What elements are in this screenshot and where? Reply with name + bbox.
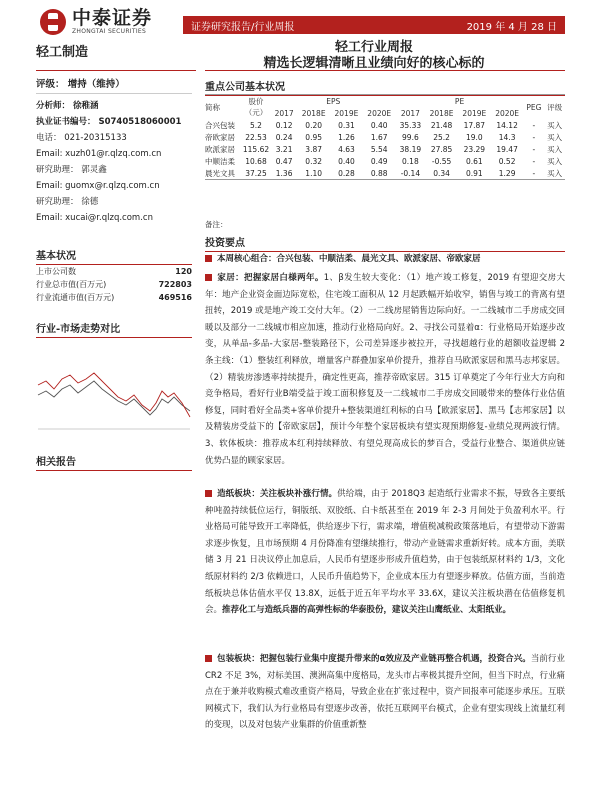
basic-info-heading: 基本状况 — [36, 247, 192, 265]
company-name: 晨光文具 — [205, 167, 241, 180]
table-cell: 0.95 — [305, 132, 322, 142]
table-cell: 5.2 — [250, 120, 262, 130]
analyst-info — [36, 76, 192, 226]
phone: 电话： 021-20315133 — [36, 133, 127, 143]
basic-key: 上市公司数 — [36, 267, 76, 276]
market-line — [38, 381, 190, 415]
table-note: 备注： — [205, 220, 228, 229]
table-cell: 0.32 — [305, 156, 322, 166]
table-cell: 买入 — [547, 144, 563, 154]
table-cell: - — [532, 120, 536, 130]
table-cell: 21.48 — [430, 120, 453, 130]
table-header-row — [205, 95, 565, 108]
logo-en: ZHONGTAI SECURITIES — [72, 28, 147, 35]
year: 2018E — [429, 108, 454, 118]
table-cell: 3.21 — [275, 144, 293, 154]
table-cell: 买入 — [547, 132, 563, 142]
table-cell: 99.6 — [402, 132, 419, 142]
col-price: 股价（元） — [241, 95, 271, 120]
col-peg: PEG — [524, 95, 545, 120]
email-3[interactable]: Email: xucai@r.qlzq.com.cn — [36, 213, 153, 223]
year: 2019E — [334, 108, 359, 118]
table-cell: - — [532, 144, 536, 154]
table-cell: 0.88 — [363, 167, 396, 180]
industry-vs-market-chart — [36, 345, 192, 435]
divider-right — [205, 70, 565, 71]
table-cell: 37.25 — [241, 167, 271, 180]
industry-line — [38, 373, 190, 417]
basic-row — [36, 278, 192, 291]
home-lead: 家居：把握家居白様两年。 — [217, 273, 324, 283]
table-cell: 0.40 — [370, 120, 388, 130]
table-cell: 0.61 — [465, 156, 483, 166]
table-cell: 1.67 — [370, 132, 388, 142]
table-cell: 0.24 — [275, 132, 293, 142]
basic-value: 120 — [175, 267, 192, 276]
report-type-bar — [183, 16, 565, 34]
report-title: 轻工行业周报 — [334, 40, 413, 55]
table-cell: 买入 — [544, 167, 565, 180]
table-cell: 0.34 — [425, 167, 458, 180]
bullet-icon — [205, 490, 212, 497]
table-cell: -0.55 — [431, 156, 452, 166]
license: 执业证书编号： S0740518060001 — [36, 117, 182, 127]
table-cell: 0.12 — [275, 120, 293, 130]
packaging-text: 当前行业 CR2 不足 3%，对标美国、澳洲高集中度格局，龙头市占率极其提升空间，但当下时点，行业痛点在于兼并收购模式难改重资产格局，导致企业在扩张过程中，资产回报率可能逐步承压。互联网模式下，我们认为行业格局有望逐步改善，依托互联网平台模式，企业有望实现线上流量红利的变现，以及对包装产业集群的价值重新整 — [205, 654, 565, 731]
basic-key: 行业总市值(百万元) — [36, 280, 107, 289]
trend-heading: 行业-市场走势对比 — [36, 320, 192, 338]
year: 2018E — [301, 108, 326, 118]
col-eps: EPS — [271, 95, 396, 108]
table-row — [205, 155, 565, 167]
table-row — [205, 143, 565, 155]
table-cell: 0.49 — [370, 156, 388, 166]
email-1[interactable]: Email: xuzh01@r.qlzq.com.cn — [36, 149, 162, 159]
table-cell: 1.36 — [271, 167, 297, 180]
table-cell: 14.3 — [498, 132, 516, 142]
basic-key: 行业流通市值(百万元) — [36, 293, 115, 302]
key-companies-table — [205, 94, 565, 180]
table-cell: 5.54 — [370, 144, 388, 154]
para-core-portfolio — [205, 251, 565, 268]
table-cell: 1.10 — [297, 167, 330, 180]
paper-tail: 推荐化工与造纸兵器的高弹性标的华泰股份，建议关注山鹰纸业、太阳纸业。 — [222, 605, 512, 616]
table-row — [205, 119, 565, 131]
company-name: 合兴包装 — [205, 120, 235, 130]
table-cell: -0.14 — [396, 167, 426, 180]
basic-info — [36, 265, 192, 304]
logo-mark-icon — [40, 9, 66, 35]
table-cell: 115.62 — [242, 144, 270, 154]
bullet-icon — [205, 274, 212, 281]
basic-row — [36, 265, 192, 278]
table-cell: 0.20 — [305, 120, 322, 130]
basic-value: 722803 — [158, 280, 192, 289]
basic-row — [36, 291, 192, 304]
logo-cn: 中泰证券 — [72, 7, 153, 29]
email-2[interactable]: Email: guomx@r.qlzq.com.cn — [36, 181, 160, 191]
home-text: 1、β发生较大变化：（1）地产竣工修复，2019 有望迎交房大年：地产企业资金面边际宽松，住宅竣工面积从 12 月起跌幅开始收窄，销售与竣工的背离有望扭转，2019 或是地产竣工交付大年。（2）一二线房屋销售边际向好。一二线城市二手房成交回暖以及部分一二线城市相应加速，推动行业格局向好。2、寻找公司显着α：行业格局开始逐步改变，从单品-多品-大家居-整装路径下，公司差异逐步被拉开，寻找超越行业的超额收益逻辑 2 条主线：（1）整装红利释放，增量客户群叠加家单价提升，推荐自马欧派家居和黑马志邦家居。（2）精装房渗透率持续提升，确定性更高，推荐帝欧家居。315 订单奠定了今年行业大方向和竞争格局，看好行业B端受益于竣工面积修复及一二线城市二手房成交回暖带来的整体行业估值修复，同时看好全品类+客单价提升+整装渠道红利标的白马【欧派家居】、黑马【志邦家居】以及精装房受益下的【帝欧家居】，预计今年整个家居板块有望实现预期修复-业绩兑现两波行情。3、软体板块：推荐成本红利持续释放、有望兑现高成长的梦百合，受益行业整合、渠道供应链优势凸显的顾家家居。 — [205, 273, 565, 466]
table-cell: 0.40 — [338, 156, 355, 166]
table-cell: 0.91 — [458, 167, 491, 180]
investment-points-heading: 投资要点 — [205, 234, 565, 252]
company-logo — [40, 8, 152, 35]
report-type: 证券研究报告/行业周报 — [191, 22, 295, 33]
bullet-icon — [205, 255, 212, 262]
para-paper — [205, 486, 565, 619]
table-cell: 38.19 — [399, 144, 422, 154]
year: 2017 — [274, 108, 294, 118]
table-cell: 0.28 — [330, 167, 363, 180]
basic-value: 469516 — [158, 293, 192, 302]
table-cell: 3.87 — [305, 144, 322, 154]
para-packaging — [205, 651, 565, 734]
para-home — [205, 270, 565, 469]
col-name: 简称 — [205, 95, 241, 120]
table-cell: - — [524, 167, 545, 180]
table-cell: 买入 — [547, 120, 563, 130]
table-cell: 1.29 — [491, 167, 524, 180]
bullet-icon — [205, 655, 212, 662]
report-date: 2019 年 4 月 28 日 — [466, 22, 557, 33]
table-cell: 19.47 — [496, 144, 518, 154]
col-rating: 评级 — [544, 95, 565, 120]
table-cell: 27.85 — [430, 144, 453, 154]
table-cell: 17.87 — [463, 120, 486, 130]
table-cell: 0.47 — [275, 156, 293, 166]
table-row — [205, 167, 565, 180]
sector-name: 轻工制造 — [36, 45, 89, 60]
rating: 评级： 增持（维持） — [36, 76, 192, 94]
year: 2020E — [495, 108, 520, 118]
table-cell: 0.52 — [498, 156, 516, 166]
paper-text: 供给端，由于 2018Q3 起造纸行业需求不振，导致各主要纸种吨盈持续低位运行，铜版纸、双胶纸、白卡纸甚至在 2019 年 2-3 月间处于负盈利水平。行业格局可能导致开工率降低，供给逐步下行，需求端，增值税减税政策落地后，有望带动下游需求逐步恢复，且市场预期 4 月份降准有望继续推行，带动产业链需求重新好转。成本方面，美联储 3 月 21 日决议停止加息后，人民币有望逐步形成升值趋势，由于包装纸原材料约 1/3，文化纸原材料约 2/3 依赖进口，人民币升值趋势下，企业成本压力有望逐步释放。估值方面，当前造纸板块总体估值水平仅 13.8X，远低于近五年平均水平 33.6X，建议关注板块潜在估值修复机会。 — [205, 489, 565, 616]
core-portfolio: 本周核心组合：合兴包装、中顺洁柔、晨光文具、欧派家居、帝欧家居 — [217, 254, 481, 264]
table-cell: - — [532, 132, 536, 142]
table-cell: 买入 — [547, 156, 563, 166]
company-name: 帝欧家居 — [205, 132, 235, 142]
assistant-1: 研究助理： 郭灵鑫 — [36, 165, 107, 175]
year: 2020E — [367, 108, 392, 118]
col-pe: PE — [396, 95, 524, 108]
table-cell: - — [532, 156, 536, 166]
paper-lead: 造纸板块：关注板块补涨行情。 — [217, 489, 338, 499]
related-reports-heading: 相关报告 — [36, 453, 192, 471]
table-cell: 4.63 — [338, 144, 355, 154]
year: 2017 — [400, 108, 420, 118]
key-companies-heading: 重点公司基本状况 — [205, 78, 565, 96]
table-cell: 0.18 — [402, 156, 419, 166]
table-cell: 25.2 — [433, 132, 450, 142]
table-row — [205, 131, 565, 143]
table-cell: 22.53 — [245, 132, 267, 142]
company-name: 欧派家居 — [205, 144, 235, 154]
packaging-lead: 包装板块：把握包装行业集中度提升带来的α效应及产业链再整合机遇，投资合兴。 — [217, 654, 531, 664]
assistant-2: 研究助理： 徐德 — [36, 197, 99, 207]
table-cell: 35.33 — [399, 120, 422, 130]
table-cell: 23.29 — [463, 144, 486, 154]
table-cell: 0.31 — [338, 120, 355, 130]
table-cell: 14.12 — [496, 120, 518, 130]
company-name: 中顺洁柔 — [205, 156, 235, 166]
divider-left — [36, 70, 196, 71]
year: 2019E — [462, 108, 487, 118]
table-cell: 1.26 — [338, 132, 355, 142]
report-subtitle: 精选长逻辑清晰且业绩向好的核心标的 — [263, 56, 485, 71]
analyst: 分析师： 徐稚涵 — [36, 101, 99, 111]
table-cell: 10.68 — [245, 156, 267, 166]
table-cell: 19.0 — [465, 132, 483, 142]
